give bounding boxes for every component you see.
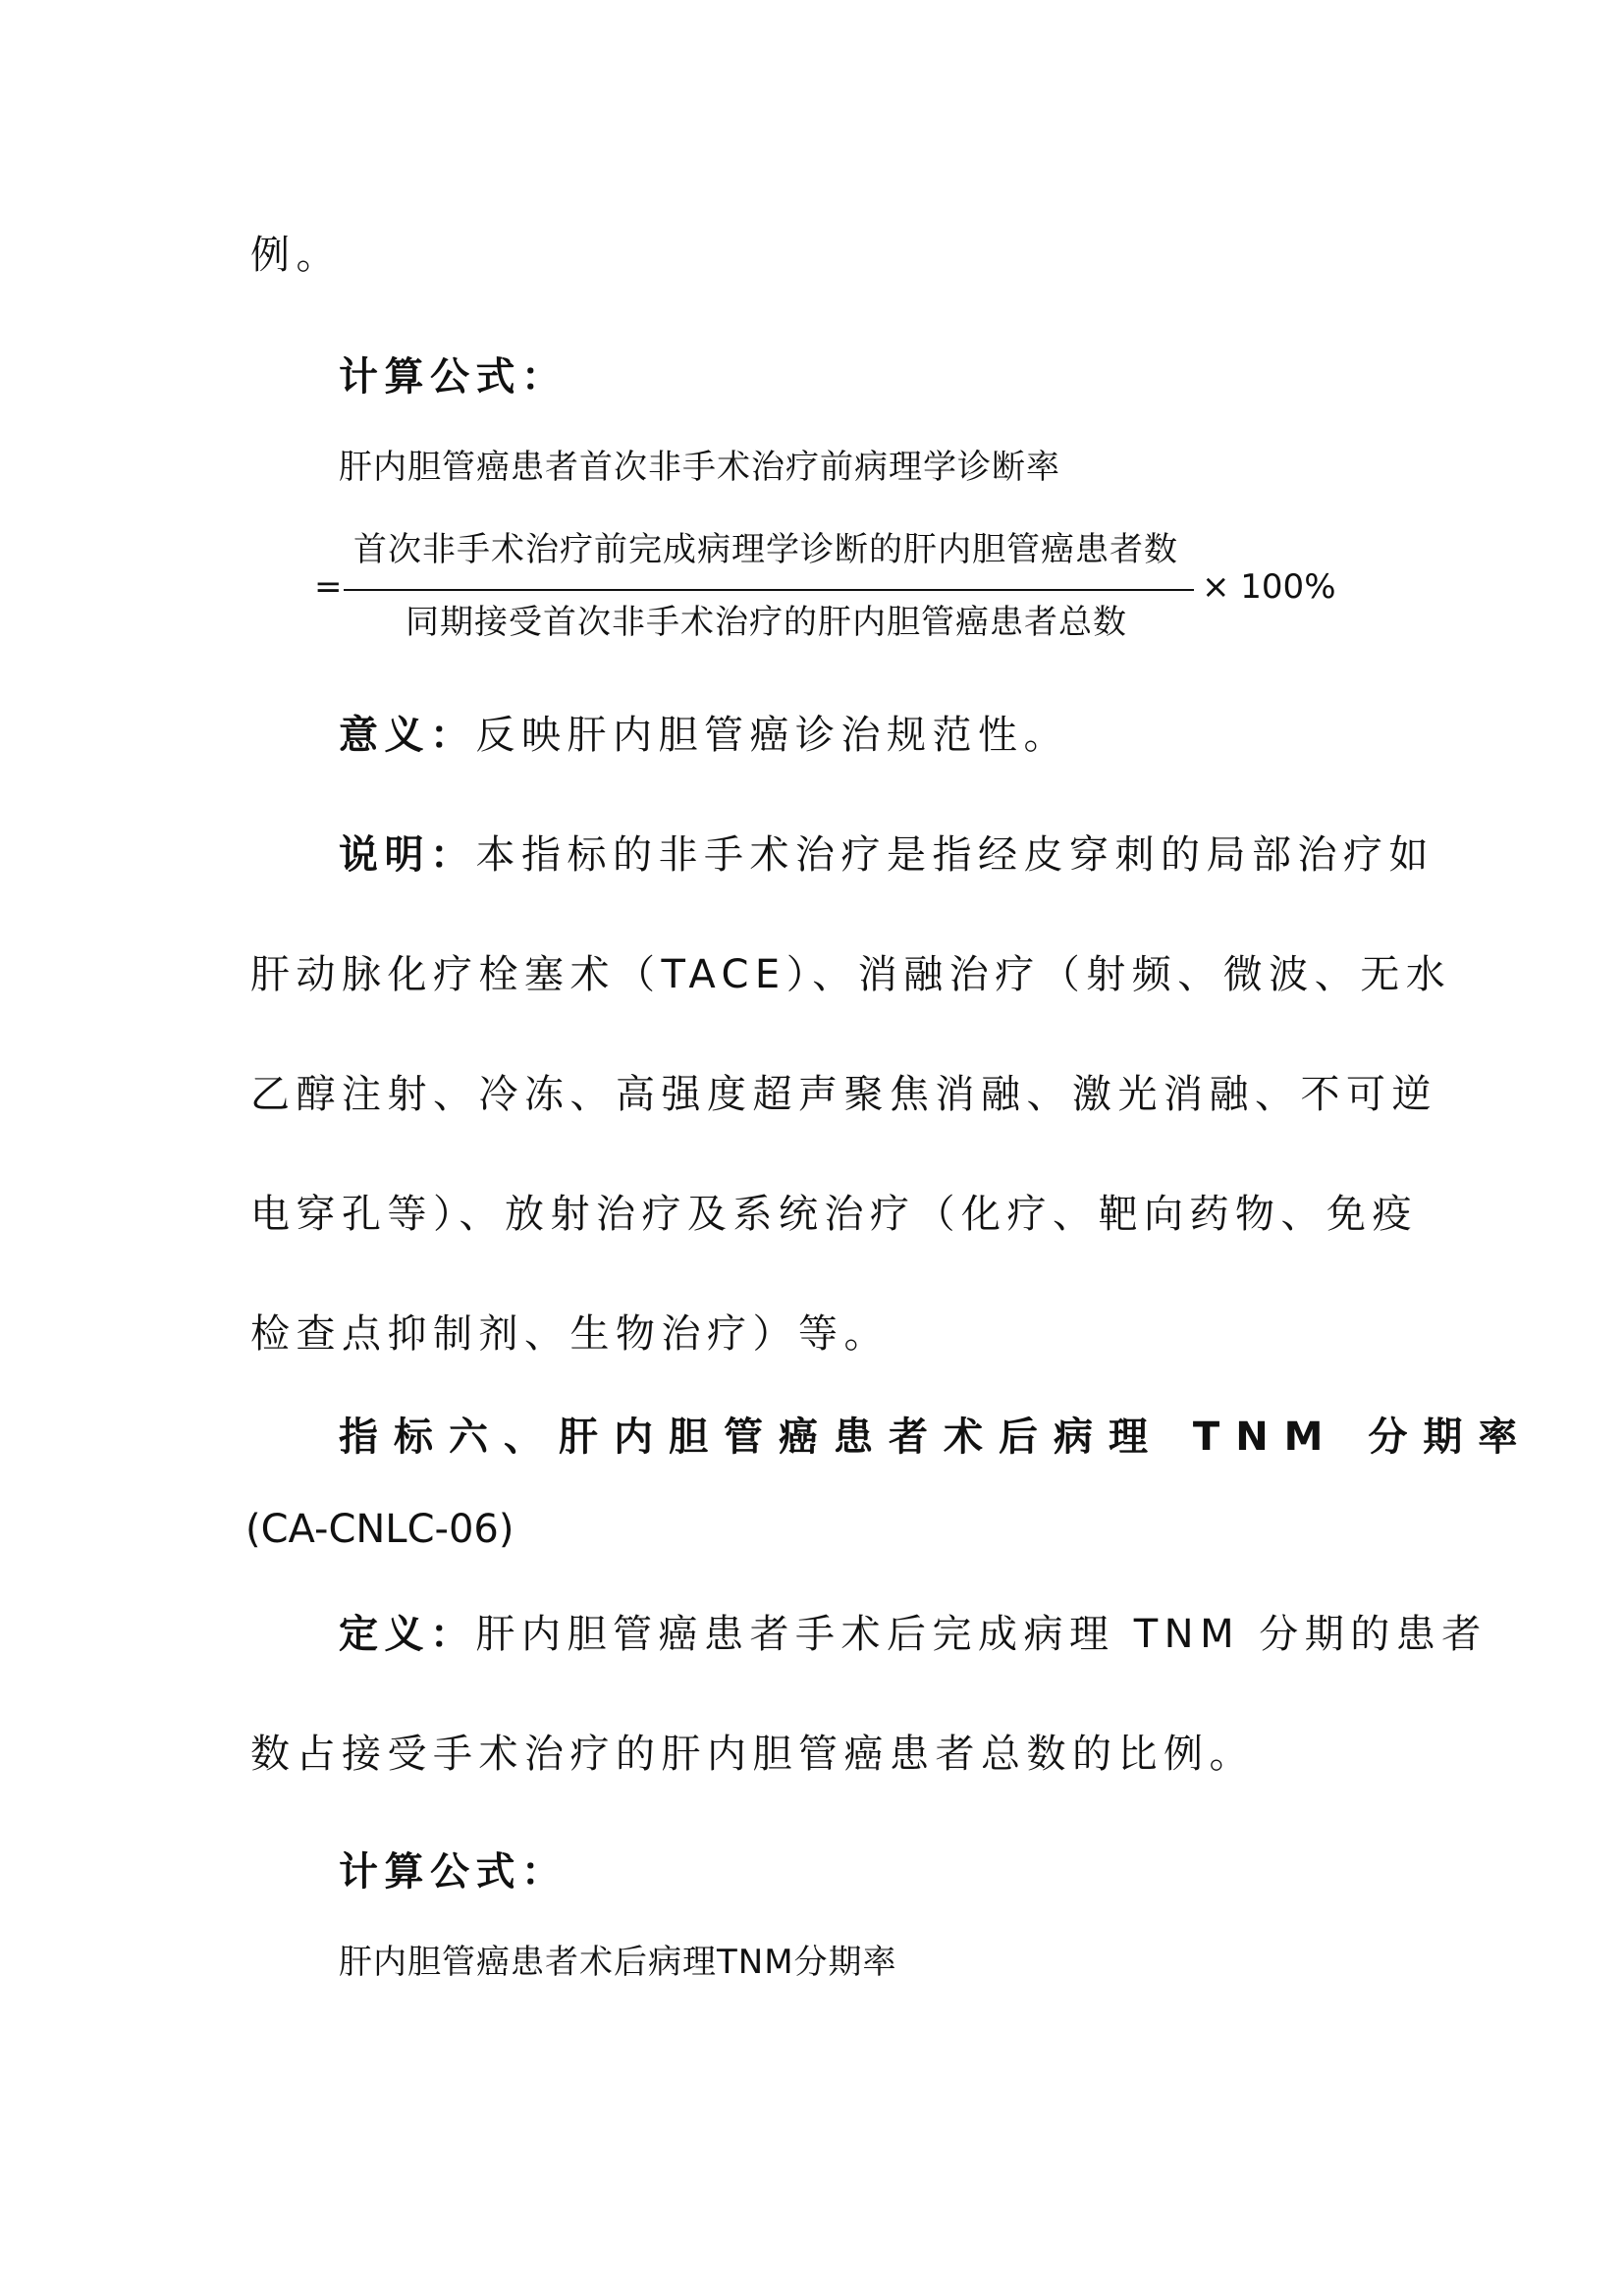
formula1-numerator: 首次非手术治疗前完成病理学诊断的肝内胆管癌患者数 xyxy=(353,530,1178,569)
formula1-heading: 计算公式： xyxy=(339,354,568,400)
formula2-heading: 计算公式： xyxy=(339,1849,568,1895)
meaning-label: 意义： xyxy=(339,713,476,758)
note-line-5: 检查点抑制剂、生物治疗）等。 xyxy=(250,1311,890,1357)
indicator6-title: 指标六、肝内胆管癌患者术后病理 TNM 分期率 xyxy=(339,1415,1534,1460)
formula1-name: 肝内胆管癌患者首次非手术治疗前病理学诊断率 xyxy=(339,448,1060,487)
formula2-name: 肝内胆管癌患者术后病理TNM分期率 xyxy=(339,1943,897,1982)
fraction-bar xyxy=(344,589,1194,591)
definition-line-2: 数占接受手术治疗的肝内胆管癌患者总数的比例。 xyxy=(250,1732,1255,1777)
note-line-1 xyxy=(339,831,1435,879)
definition-line-1 xyxy=(339,1611,1488,1658)
note-line-4: 电穿孔等）、放射治疗及系统治疗（化疗、靶向药物、免疫 xyxy=(250,1192,1418,1237)
meaning-line xyxy=(339,712,1069,759)
note-line-3: 乙醇注射、冷冻、高强度超声聚焦消融、激光消融、不可逆 xyxy=(250,1072,1437,1117)
formula1-denominator: 同期接受首次非手术治疗的肝内胆管癌患者总数 xyxy=(406,603,1127,642)
definition-text-1: 肝内胆管癌患者手术后完成病理 TNM 分期的患者 xyxy=(475,1612,1488,1657)
paragraph-tail: 例。 xyxy=(250,233,342,278)
formula1-multiplier: × 100% xyxy=(1202,567,1336,607)
meaning-text: 反映肝内胆管癌诊治规范性。 xyxy=(475,713,1069,758)
note-line-2: 肝动脉化疗栓塞术（TACE）、消融治疗（射频、微波、无水 xyxy=(250,952,1452,997)
note-text-1: 本指标的非手术治疗是指经皮穿刺的局部治疗如 xyxy=(475,832,1435,878)
indicator6-code: (CA-CNLC-06) xyxy=(245,1507,514,1552)
note-label: 说明： xyxy=(339,832,476,878)
definition-label: 定义： xyxy=(339,1612,476,1657)
formula1-equals: = xyxy=(314,567,343,607)
